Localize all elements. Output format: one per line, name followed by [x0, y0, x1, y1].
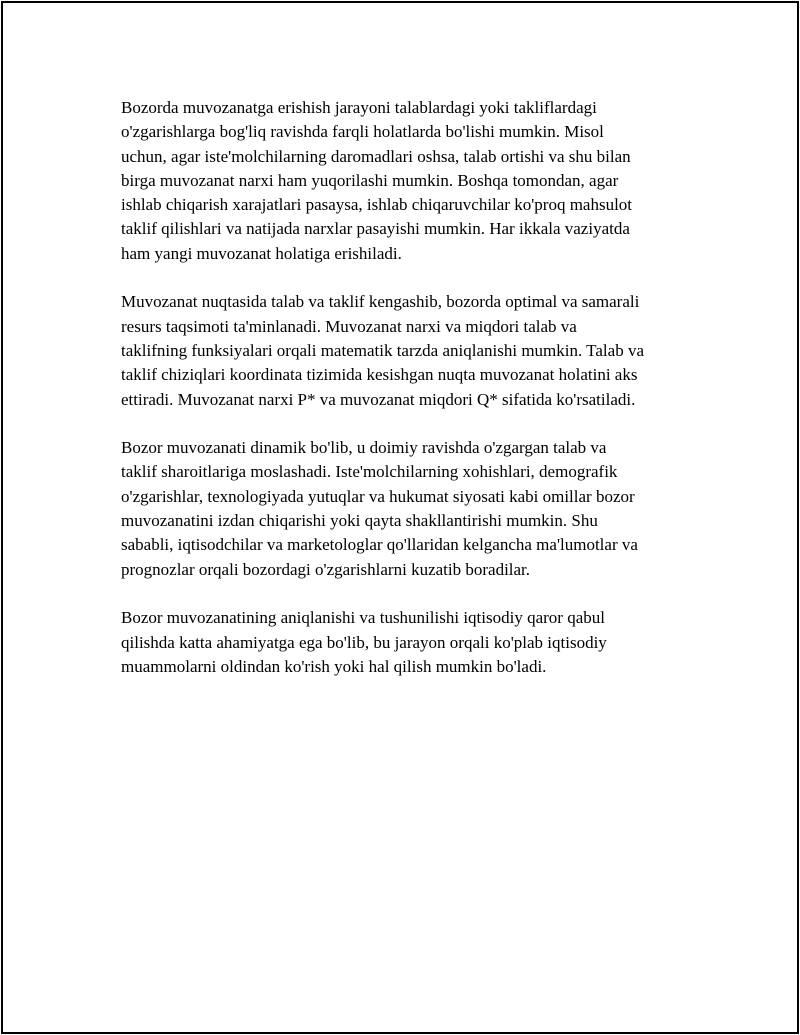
document-body [121, 96, 701, 703]
page-frame [1, 1, 799, 1034]
paragraph-3: Bozor muvozanati dinamik bo'lib, u doimiy ravishda o'zgargan talab va taklif sharoitlariga moslashadi. Iste'molchilarning xohishlari, demografik o'zgarishlar, texnologiyada yutuqlar va hukumat siyosati kabi omillar bozor muvozanatini izdan chiqarishi yoki qayta shakllantirishi mumkin. Shu sababli, iqtisodchilar va marketologlar qo'llaridan kelgancha ma'lumotlar va prognozlar orqali bozordagi o'zgarishlarni kuzatib boradilar. [121, 438, 638, 579]
paragraph-2: Muvozanat nuqtasida talab va taklif kengashib, bozorda optimal va samarali resurs taqsimoti ta'minlanadi. Muvozanat narxi va miqdori talab va taklifning funksiyalari orqali matematik tarzda aniqlanishi mumkin. Talab va taklif chiziqlari koordinata tizimida kesishgan nuqta muvozanat holatini aks ettiradi. Muvozanat narxi P* va muvozanat miqdori Q* sifatida ko'rsatiladi. [121, 292, 644, 409]
paragraph-1: Bozorda muvozanatga erishish jarayoni talablardagi yoki takliflardagi o'zgarishlarga bog'liq ravishda farqli holatlarda bo'lishi mumkin. Misol uchun, agar iste'molchilarning daromadlari oshsa, talab ortishi va shu bilan birga muvozanat narxi ham yuqorilashi mumkin. Boshqa tomondan, agar ishlab chiqarish xarajatlari pasaysa, ishlab chiqaruvchilar ko'proq mahsulot taklif qilishlari va natijada narxlar pasayishi mumkin. Har ikkala vaziyatda ham yangi muvozanat holatiga erishiladi. [121, 98, 633, 263]
paragraph-4: Bozor muvozanatining aniqlanishi va tushunilishi iqtisodiy qaror qabul qilishda katta ahamiyatga ega bo'lib, bu jarayon orqali ko'plab iqtisodiy muammolarni oldindan ko'rish yoki hal qilish mumkin bo'ladi. [121, 608, 607, 676]
